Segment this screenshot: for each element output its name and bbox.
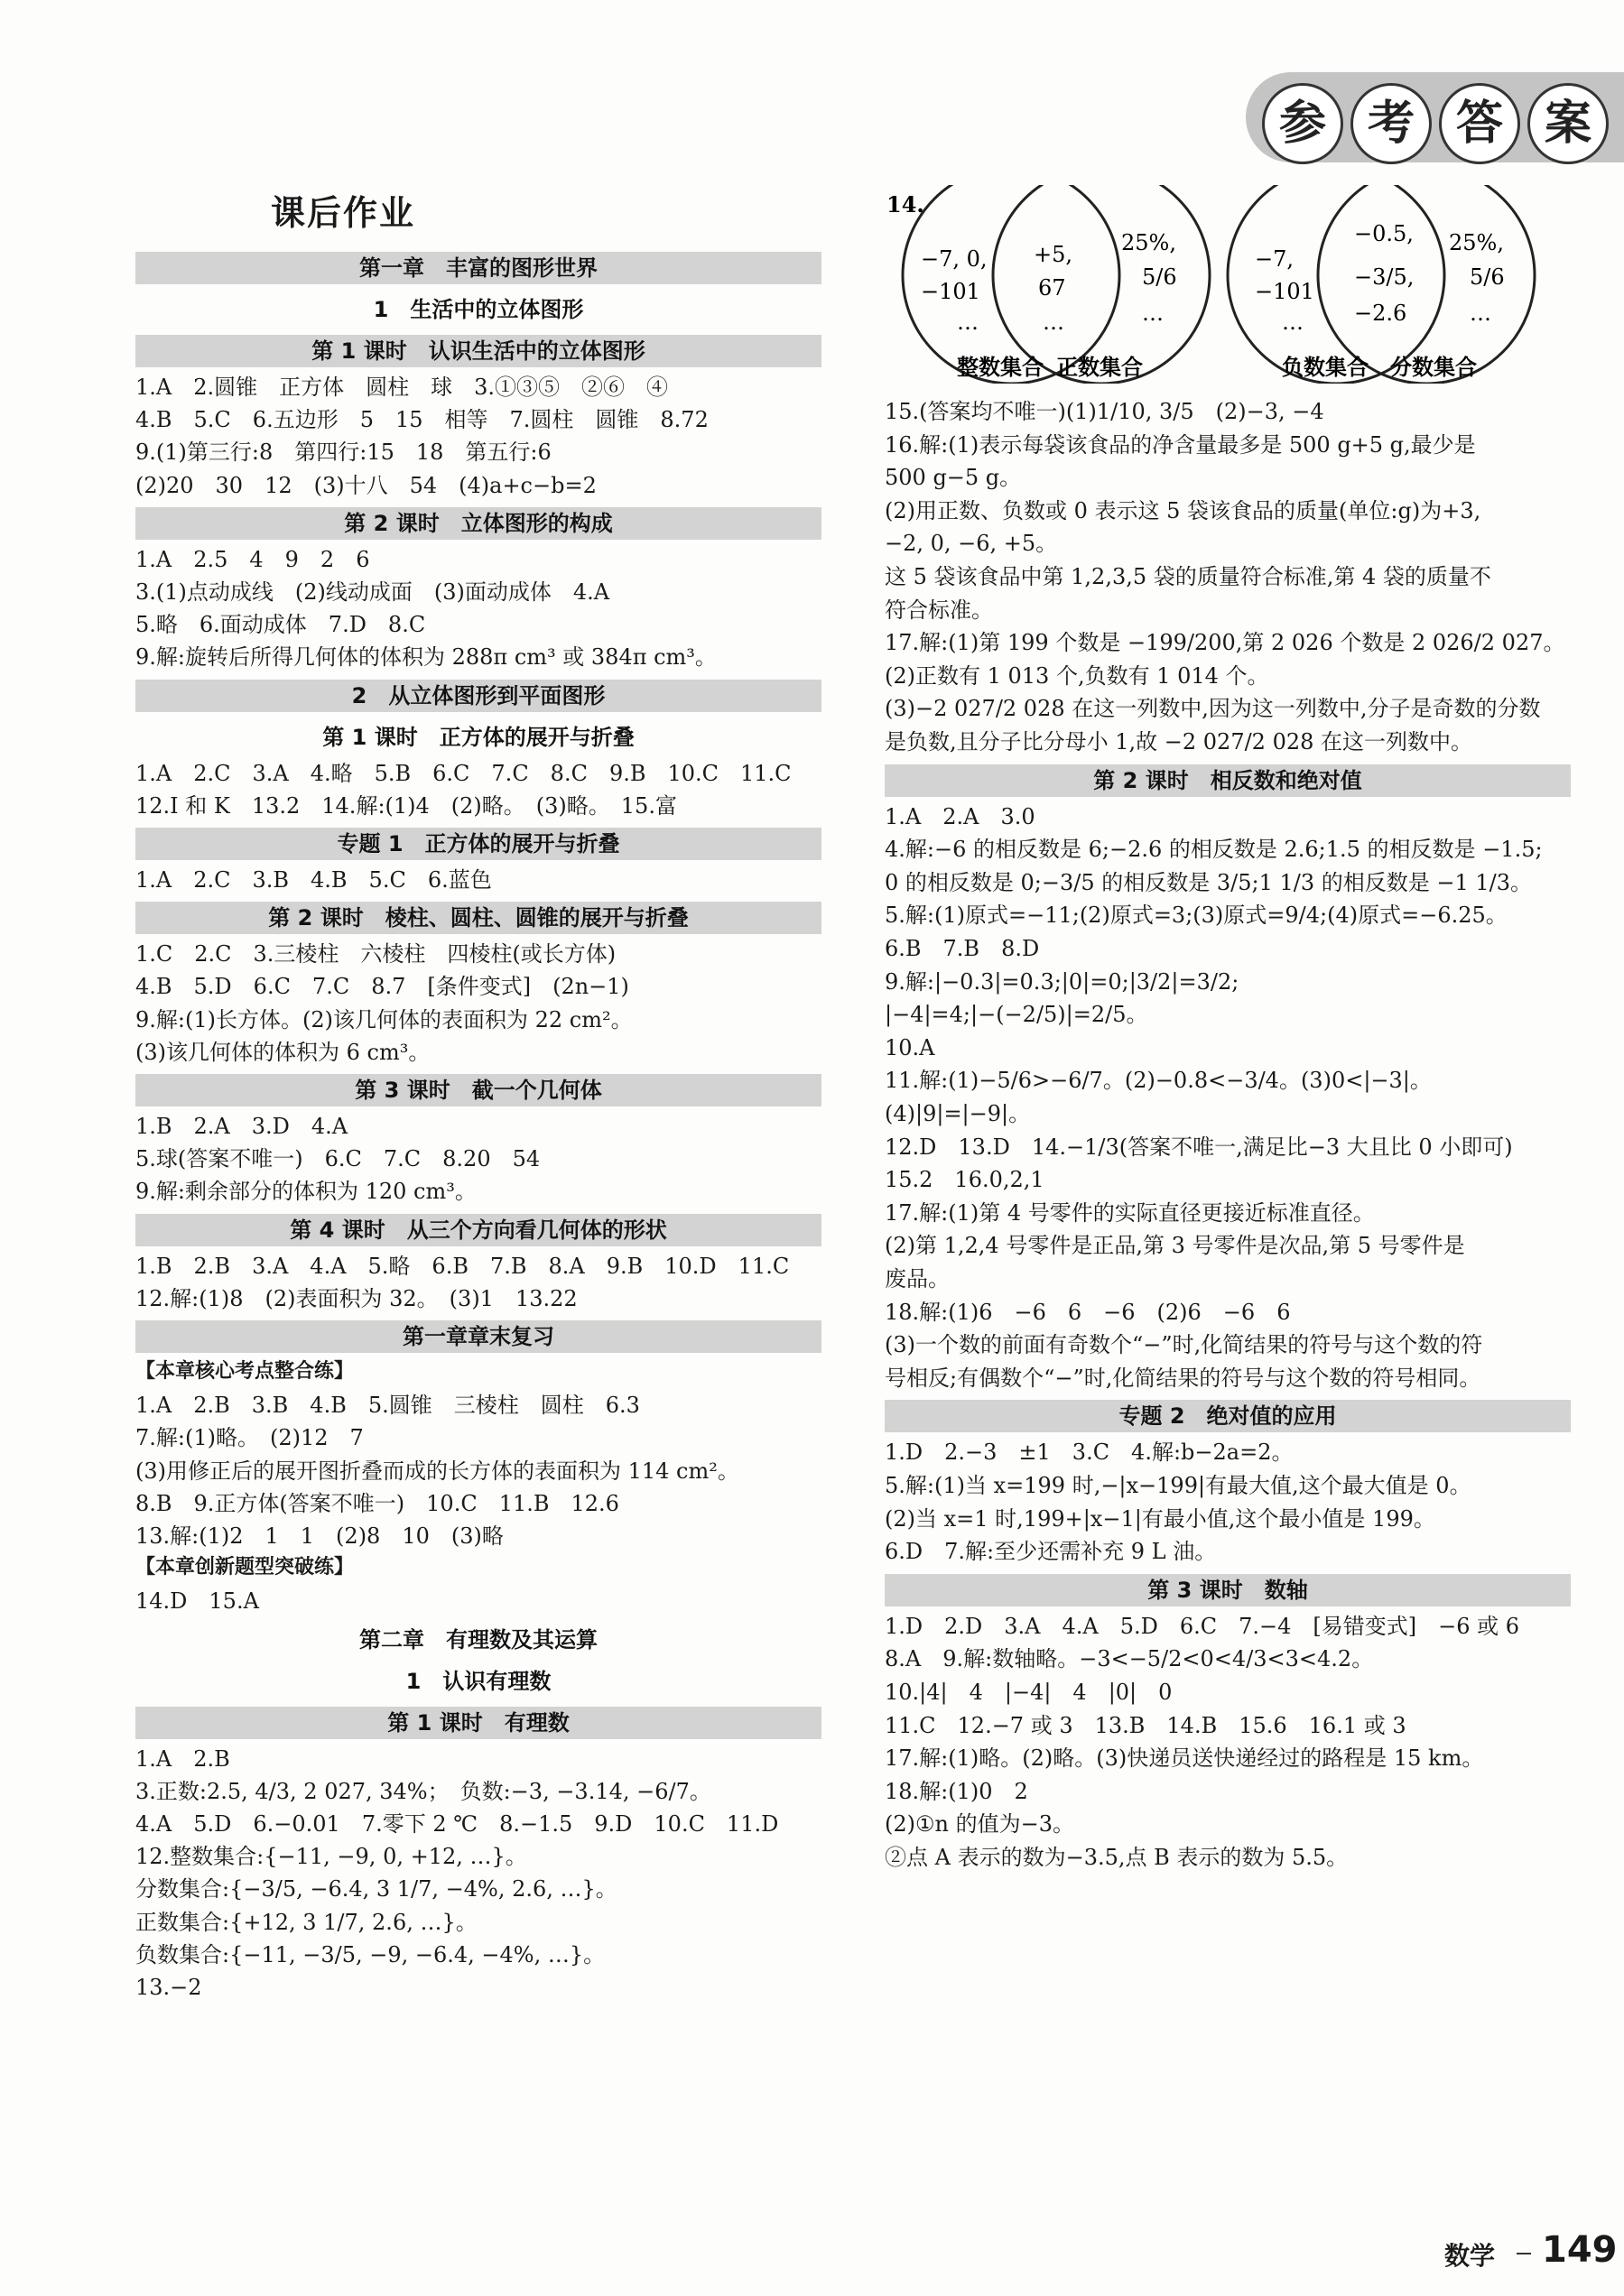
answer-line: 1.D 2.D 3.A 4.A 5.D 6.C 7.−4 [易错变式] −6 或 6 — [885, 1613, 1520, 1639]
venn-caption: 分数集合 — [1390, 354, 1477, 380]
section-heading: 第 3 课时 数轴 — [885, 1574, 1571, 1606]
answer-line: (2)正数有 1 013 个,负数有 1 014 个。 — [885, 662, 1269, 689]
header-badge: 案 — [1527, 83, 1609, 164]
venn-label: 67 — [1038, 275, 1066, 301]
answer-line: 1.A 2.圆锥 正方体 圆柱 球 3.①③⑤ ②⑥ ④ — [135, 375, 669, 400]
section-heading: 第二章 有理数及其运算 — [359, 1626, 598, 1653]
venn-question-label: 14. — [886, 191, 924, 218]
header-badge: 答 — [1439, 83, 1520, 164]
venn-caption: 整数集合 — [957, 354, 1044, 380]
answer-line: 9.解:剩余部分的体积为 120 cm³。 — [135, 1179, 477, 1205]
answer-line: (2)当 x=1 时,199+|x−1|有最小值,这个最小值是 199。 — [885, 1505, 1435, 1532]
answer-line: 9.解:|−0.3|=0.3;|0|=0;|3/2|=3/2; — [885, 968, 1239, 995]
answer-line: 10.A — [885, 1034, 935, 1060]
venn-label: 5/6 — [1470, 264, 1505, 290]
answer-line: 是负数,且分子比分母小 1,故 −2 027/2 028 在这一列数中。 — [885, 729, 1473, 755]
answer-line: ②点 A 表示的数为−3.5,点 B 表示的数为 5.5。 — [885, 1845, 1349, 1870]
header-badge: 考 — [1350, 83, 1432, 164]
answer-line: 12.I 和 K 13.2 14.解:(1)4 (2)略。 (3)略。 15.富 — [135, 792, 677, 819]
answer-line: 5.略 6.面动成体 7.D 8.C — [135, 612, 426, 638]
answer-line: 13.−2 — [135, 1975, 202, 2000]
answer-line: 正数集合:{+12, 3 1/7, 2.6, …}。 — [135, 1909, 478, 1935]
answer-line: 9.(1)第三行:8 第四行:15 18 第五行:6 — [135, 440, 552, 466]
answer-line: 17.解:(1)略。(2)略。(3)快递员送快递经过的路程是 15 km。 — [885, 1745, 1484, 1772]
section-heading: 第一章 丰富的图形世界 — [135, 252, 821, 284]
subsection-label: 【本章创新题型突破练】 — [135, 1556, 355, 1579]
subsection-label: 【本章核心考点整合练】 — [135, 1360, 355, 1383]
answer-line: 17.解:(1)第 199 个数是 −199/200,第 2 026 个数是 2 026/2 027。 — [885, 630, 1565, 656]
answer-line: −2, 0, −6, +5。 — [885, 531, 1058, 557]
section-heading: 第 4 课时 从三个方向看几何体的形状 — [135, 1214, 821, 1246]
venn-label: … — [1043, 310, 1064, 335]
answer-line: 5.解:(1)原式=−11;(2)原式=3;(3)原式=9/4;(4)原式=−6.25。 — [885, 903, 1508, 929]
section-heading: 1 生活中的立体图形 — [373, 297, 584, 322]
section-heading: 第 1 课时 有理数 — [135, 1707, 821, 1739]
venn-label: −101 — [921, 279, 980, 304]
section-heading: 2 从立体图形到平面图形 — [135, 680, 821, 712]
answer-line: 负数集合:{−11, −3/5, −9, −6.4, −4%, …}。 — [135, 1941, 606, 1967]
answer-line: 4.B 5.D 6.C 7.C 8.7 [条件变式] (2n−1) — [135, 974, 629, 1000]
answer-line: 号相反;有偶数个“−”时,化简结果的符号与这个数的符号相同。 — [885, 1365, 1481, 1391]
answer-line: 7.解:(1)略。 (2)12 7 — [135, 1425, 364, 1451]
venn-label: −7, 0, — [921, 246, 988, 272]
answer-line: 分数集合:{−3/5, −6.4, 3 1/7, −4%, 2.6, …}。 — [135, 1876, 617, 1903]
venn-label: … — [957, 310, 979, 335]
answer-line: 18.解:(1)6 −6 6 −6 (2)6 −6 6 — [885, 1299, 1291, 1325]
venn-diagrams — [885, 185, 1580, 384]
venn-caption: 正数集合 — [1056, 354, 1143, 380]
venn-caption: 负数集合 — [1282, 354, 1369, 380]
answer-line: 14.D 15.A — [135, 1588, 259, 1615]
section-heading: 第 3 课时 截一个几何体 — [135, 1074, 821, 1106]
section-heading: 1 认识有理数 — [405, 1668, 552, 1694]
venn-label: −7, — [1255, 246, 1295, 272]
venn-label: 5/6 — [1142, 264, 1177, 290]
answer-line: (3)一个数的前面有奇数个“−”时,化简结果的符号与这个数的符 — [885, 1332, 1483, 1358]
answer-line: 9.解:(1)长方体。(2)该几何体的表面积为 22 cm²。 — [135, 1006, 633, 1032]
answer-line: 1.D 2.−3 ±1 3.C 4.解:b−2a=2。 — [885, 1440, 1294, 1466]
answer-line: 1.C 2.C 3.三棱柱 六棱柱 四棱柱(或长方体) — [135, 941, 617, 967]
answer-line: 16.解:(1)表示每袋该食品的净含量最多是 500 g+5 g,最少是 — [885, 431, 1476, 458]
answer-line: 1.A 2.B — [135, 1745, 230, 1772]
answer-line: 18.解:(1)0 2 — [885, 1778, 1028, 1804]
section-heading: 第 2 课时 棱柱、圆柱、圆锥的展开与折叠 — [135, 902, 821, 934]
section-heading: 专题 1 正方体的展开与折叠 — [135, 828, 821, 860]
answer-line: 17.解:(1)第 4 号零件的实际直径更接近标准直径。 — [885, 1199, 1375, 1226]
answer-line: 8.B 9.正方体(答案不唯一) 10.C 11.B 12.6 — [135, 1490, 619, 1516]
answer-line: 4.解:−6 的相反数是 6;−2.6 的相反数是 2.6;1.5 的相反数是 −1.5; — [885, 837, 1543, 863]
answer-line: 5.解:(1)当 x=199 时,−|x−199|有最大值,这个最大值是 0。 — [885, 1473, 1471, 1498]
answer-line: (2)第 1,2,4 号零件是正品,第 3 号零件是次品,第 5 号零件是 — [885, 1233, 1465, 1259]
venn-label: +5, — [1034, 242, 1073, 267]
header-badge: 参 — [1262, 83, 1343, 164]
answer-line: 符合标准。 — [885, 597, 993, 623]
answer-line: 15.(答案均不唯一)(1)1/10, 3/5 (2)−3, −4 — [885, 399, 1324, 424]
venn-label: … — [1142, 301, 1164, 326]
section-heading: 第 2 课时 相反数和绝对值 — [885, 764, 1571, 797]
section-heading: 第 1 课时 认识生活中的立体图形 — [135, 335, 821, 367]
answer-line: 4.B 5.C 6.五边形 5 15 相等 7.圆柱 圆锥 8.72 — [135, 407, 709, 433]
venn-label: 25%, — [1449, 230, 1504, 255]
answer-line: 8.A 9.解:数轴略。−3<−5/2<0<4/3<3<4.2。 — [885, 1646, 1374, 1672]
answer-line: 4.A 5.D 6.−0.01 7.零下 2 ℃ 8.−1.5 9.D 10.C 11.D — [135, 1811, 779, 1837]
answer-line: 1.A 2.C 3.B 4.B 5.C 6.蓝色 — [135, 867, 492, 893]
answer-line: (2)①n 的值为−3。 — [885, 1811, 1074, 1838]
venn-label: … — [1282, 310, 1304, 335]
answer-line: 12.D 13.D 14.−1/3(答案不唯一,满足比−3 大且比 0 小即可) — [885, 1134, 1513, 1160]
answer-line: 9.解:旋转后所得几何体的体积为 288π cm³ 或 384π cm³。 — [135, 644, 717, 671]
answer-line: 500 g−5 g。 — [885, 465, 1022, 491]
answer-line: (2)20 30 12 (3)十八 54 (4)a+c−b=2 — [135, 472, 597, 498]
answer-line: 0 的相反数是 0;−3/5 的相反数是 3/5;1 1/3 的相反数是 −1 1/3。 — [885, 869, 1532, 895]
answer-line: 1.A 2.A 3.0 — [885, 803, 1035, 829]
answer-line: 11.解:(1)−5/6>−6/7。(2)−0.8<−3/4。(3)0<|−3|。 — [885, 1068, 1432, 1094]
answer-line: 废品。 — [885, 1266, 950, 1292]
answer-line: 1.A 2.5 4 9 2 6 — [135, 546, 370, 572]
answer-line: (3)−2 027/2 028 在这一列数中,因为这一列数中,分子是奇数的分数 — [885, 696, 1541, 722]
venn-label: −3/5, — [1354, 264, 1415, 290]
section-heading: 第 2 课时 立体图形的构成 — [135, 507, 821, 540]
venn-label: −0.5, — [1354, 221, 1414, 246]
answer-line: 1.A 2.C 3.A 4.略 5.B 6.C 7.C 8.C 9.B 10.C 11.C — [135, 760, 792, 786]
answer-line: 6.B 7.B 8.D — [885, 936, 1040, 961]
answer-line: 1.B 2.A 3.D 4.A — [135, 1114, 348, 1139]
answer-line: (3)该几何体的体积为 6 cm³。 — [135, 1039, 431, 1065]
section-heading: 第 1 课时 正方体的展开与折叠 — [322, 724, 635, 750]
section-heading: 第一章章末复习 — [135, 1320, 821, 1353]
answer-line: 1.B 2.B 3.A 4.A 5.略 6.B 7.B 8.A 9.B 10.D 11.C — [135, 1253, 790, 1279]
answer-line: 15.2 16.0,2,1 — [885, 1167, 1044, 1193]
section-title: 课后作业 — [271, 193, 416, 233]
answer-line: 1.A 2.B 3.B 4.B 5.圆锥 三棱柱 圆柱 6.3 — [135, 1393, 640, 1419]
answer-line: (4)|9|=|−9|。 — [885, 1101, 1031, 1126]
section-heading: 专题 2 绝对值的应用 — [885, 1400, 1571, 1432]
venn-label: 25%, — [1121, 230, 1176, 255]
answer-line: 5.球(答案不唯一) 6.C 7.C 8.20 54 — [135, 1146, 541, 1172]
answer-line: (2)用正数、负数或 0 表示这 5 袋该食品的质量(单位:g)为+3, — [885, 497, 1481, 523]
answer-line: 这 5 袋该食品中第 1,2,3,5 袋的质量符合标准,第 4 袋的质量不 — [885, 564, 1491, 589]
answer-line: 13.解:(1)2 1 1 (2)8 10 (3)略 — [135, 1523, 504, 1549]
venn-label: … — [1470, 301, 1491, 326]
answer-line: 10.|4| 4 |−4| 4 |0| 0 — [885, 1680, 1173, 1705]
answer-line: 3.正数:2.5, 4/3, 2 027, 34%； 负数:−3, −3.14, −6/7。 — [135, 1778, 711, 1804]
answer-line: 6.D 7.解:至少还需补充 9 L 油。 — [885, 1539, 1217, 1565]
footer-subject: 数学 — [1444, 2241, 1496, 2271]
page-number: 149 — [1542, 2229, 1618, 2271]
venn-label: −2.6 — [1354, 301, 1407, 326]
footer-dash — [1517, 2253, 1531, 2254]
answer-line: 12.解:(1)8 (2)表面积为 32。 (3)1 13.22 — [135, 1285, 578, 1311]
answer-line: (3)用修正后的展开图折叠而成的长方体的表面积为 114 cm²。 — [135, 1458, 739, 1484]
answer-line: 3.(1)点动成线 (2)线动成面 (3)面动成体 4.A — [135, 579, 610, 605]
answer-line: 11.C 12.−7 或 3 13.B 14.B 15.6 16.1 或 3 — [885, 1712, 1406, 1738]
venn-label: −101 — [1255, 279, 1314, 304]
answer-line: |−4|=4;|−(−2/5)|=2/5。 — [885, 1002, 1148, 1028]
answer-line: 12.整数集合:{−11, −9, 0, +12, …}。 — [135, 1844, 527, 1870]
